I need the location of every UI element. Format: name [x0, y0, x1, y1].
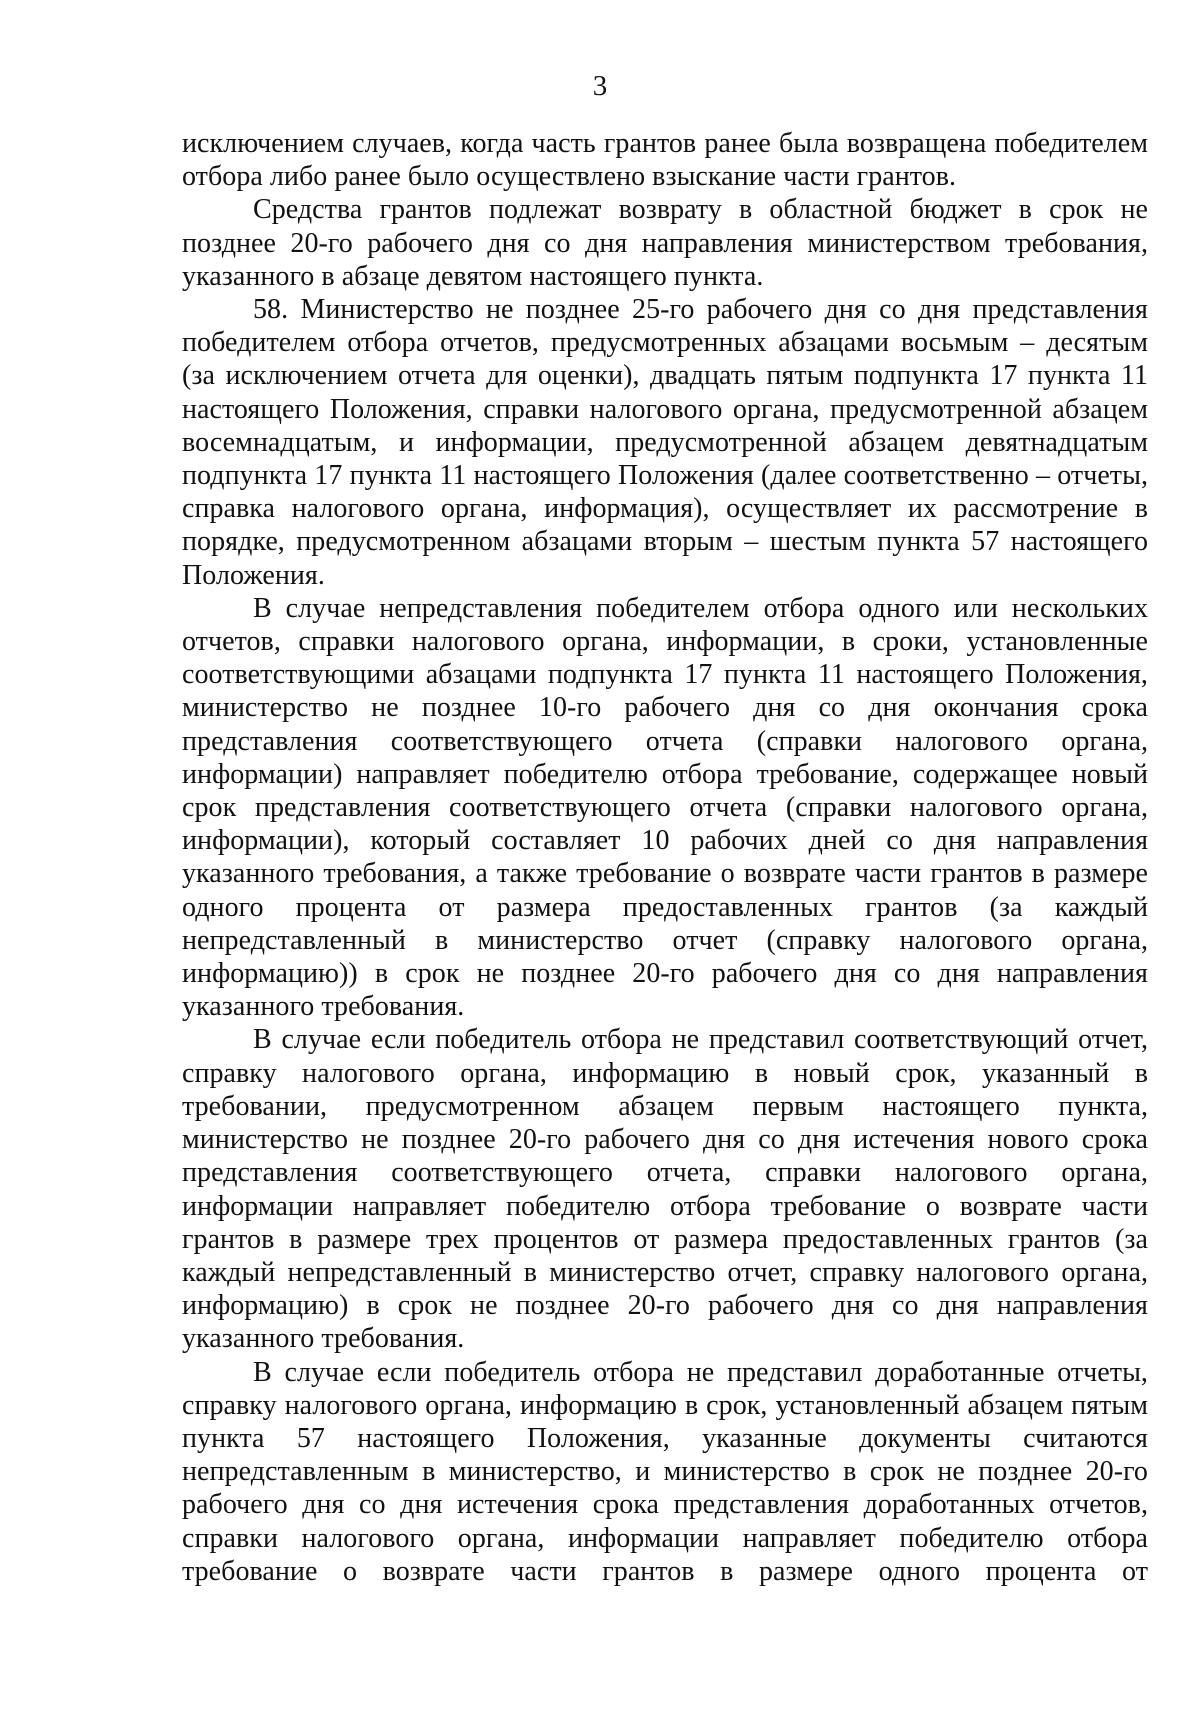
document-body [182, 127, 1148, 1588]
paragraph-revised-reports: В случае если победитель отбора не представил доработанные отчеты, справку налогового органа, информацию в срок, установленный абзацем пятым пункта 57 настоящего Положения, указанные документы считаются непредставленным в министерство, и министерство в срок не позднее 20-го рабочего дня со дня истечения срока представления доработанных отчетов, справки налогового органа, информации направляет победителю отбора требование о возврате части грантов в размере одного процента от [182, 1356, 1148, 1587]
paragraph-new-deadline-missed: В случае если победитель отбора не представил соответствующий отчет, справку налогового органа, информацию в новый срок, указанный в требовании, предусмотренном абзацем первым настоящего пункта, министерство не позднее 20-го рабочего дня со дня истечения нового срока представления соответствующего отчета, справки налогового органа, информации направляет победителю отбора требование о возврате части грантов в размере трех процентов от размера предоставленных грантов (за каждый непредставленный в министерство отчет, справку налогового органа, информацию) в срок не позднее 20-го рабочего дня со дня направления указанного требования. [182, 1024, 1148, 1355]
paragraph-continuation: исключением случаев, когда часть грантов ранее была возвращена победителем отбора либо ранее было осуществлено взыскание части грантов. [182, 128, 1148, 193]
paragraph-refund-deadline: Средства грантов подлежат возврату в областной бюджет в срок не позднее 20-го рабочего дня со дня направления министерством требования, указанного в абзаце девятом настоящего пункта. [182, 194, 1148, 292]
page-number: 3 [592, 70, 608, 102]
paragraph-item-58: 58. Министерство не позднее 25-го рабочего дня со дня представления победителем отбора отчетов, предусмотренных абзацами восьмым – десятым (за исключением отчета для оценки), двадцать пятым подпункта 17 пункта 11 настоящего Положения, справки налогового органа, предусмотренной абзацем восемнадцатым, и информации, предусмотренной абзацем девятнадцатым подпункта 17 пункта 11 настоящего Положения (далее соответственно – отчеты, справка налогового органа, информация), осуществляет их рассмотрение в порядке, предусмотренном абзацами вторым – шестым пункта 57 настоящего Положения. [182, 294, 1148, 591]
paragraph-nonsubmission: В случае непредставления победителем отбора одного или нескольких отчетов, справки налогового органа, информации, в сроки, установленные соответствующими абзацами подпункта 17 пункта 11 настоящего Положения, министерство не позднее 10-го рабочего дня со дня окончания срока представления соответствующего отчета (справки налогового органа, информации) направляет победителю отбора требование, содержащее новый срок представления соответствующего отчета (справки налогового органа, информации), который составляет 10 рабочих дней со дня направления указанного требования, а также требование о возврате части грантов в размере одного процента от размера предоставленных грантов (за каждый непредставленный в министерство отчет (справку налогового органа, информацию)) в срок не позднее 20-го рабочего дня со дня направления указанного требования. [182, 592, 1148, 1023]
